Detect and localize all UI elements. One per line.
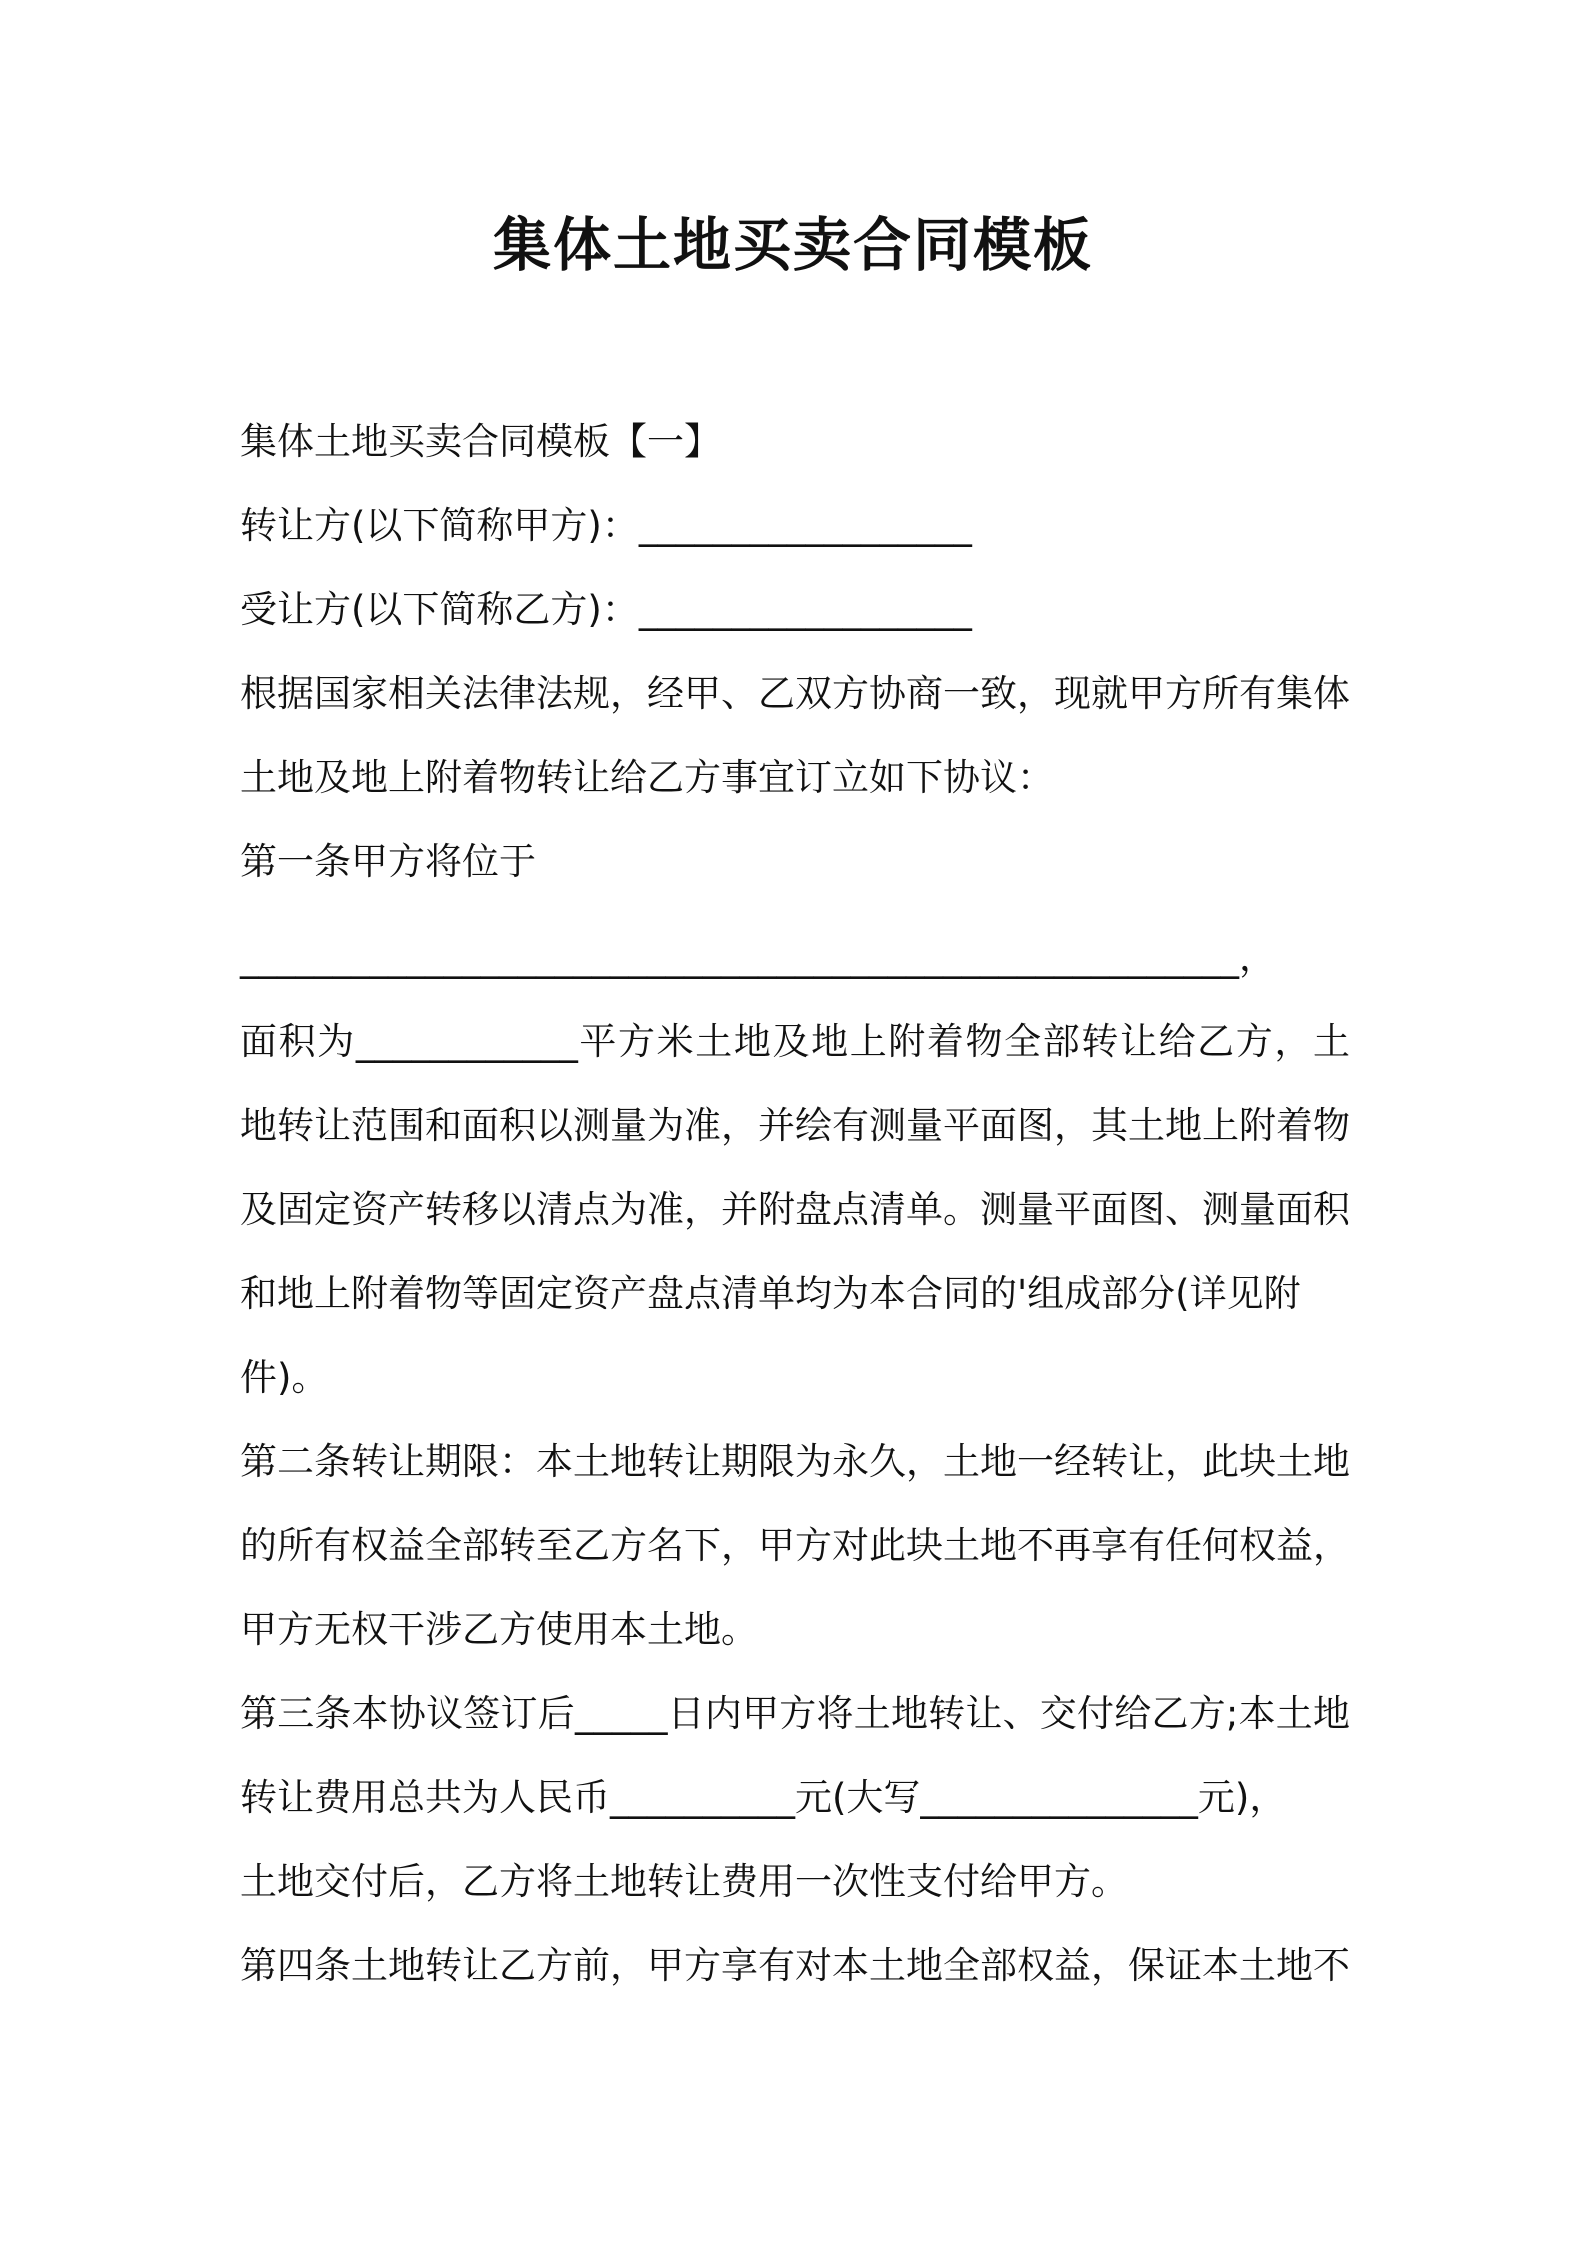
article-2-line: 第二条转让期限：本土地转让期限为永久，土地一经转让，此块土地 [240,1440,1350,1483]
document-title: 集体土地买卖合同模板 [492,211,1093,279]
transferee-line: 受让方(以下简称乙方)：__________________ [240,588,972,631]
blank-location-line: ______________________________________________________， [240,936,1276,979]
paragraph-line: 的所有权益全部转至乙方名下，甲方对此块土地不再享有任何权益， [240,1524,1350,1567]
paragraph-line: 面积为____________平方米土地及地上附着物全部转让给乙方，土 [240,1020,1350,1063]
paragraph-line: 地转让范围和面积以测量为准，并绘有测量平面图，其土地上附着物 [240,1104,1350,1147]
article-1-line: 第一条甲方将位于 [240,840,536,883]
paragraph-line: 土地及地上附着物转让给乙方事宜订立如下协议： [240,756,1054,799]
document-body [240,400,1350,2008]
paragraph-line: 甲方无权干涉乙方使用本土地。 [240,1608,758,1651]
paragraph-line: 和地上附着物等固定资产盘点清单均为本合同的'组成部分(详见附 [240,1272,1301,1315]
transferor-line: 转让方(以下简称甲方)：__________________ [240,504,972,547]
paragraph-line: 件)。 [240,1356,329,1399]
article-4-line: 第四条土地转让乙方前，甲方享有对本土地全部权益，保证本土地不 [240,1944,1350,1987]
paragraph-line: 转让费用总共为人民币__________元(大写_______________元)， [240,1776,1287,1819]
paragraph-line: 土地交付后，乙方将土地转让费用一次性支付给甲方。 [240,1860,1128,1903]
paragraph-line: 及固定资产转移以清点为准，并附盘点清单。测量平面图、测量面积 [240,1188,1350,1231]
section-heading: 集体土地买卖合同模板【一】 [240,420,721,463]
paragraph-line: 根据国家相关法律法规，经甲、乙双方协商一致，现就甲方所有集体 [240,672,1350,715]
article-3-line: 第三条本协议签订后_____日内甲方将土地转让、交付给乙方;本土地 [240,1692,1350,1735]
